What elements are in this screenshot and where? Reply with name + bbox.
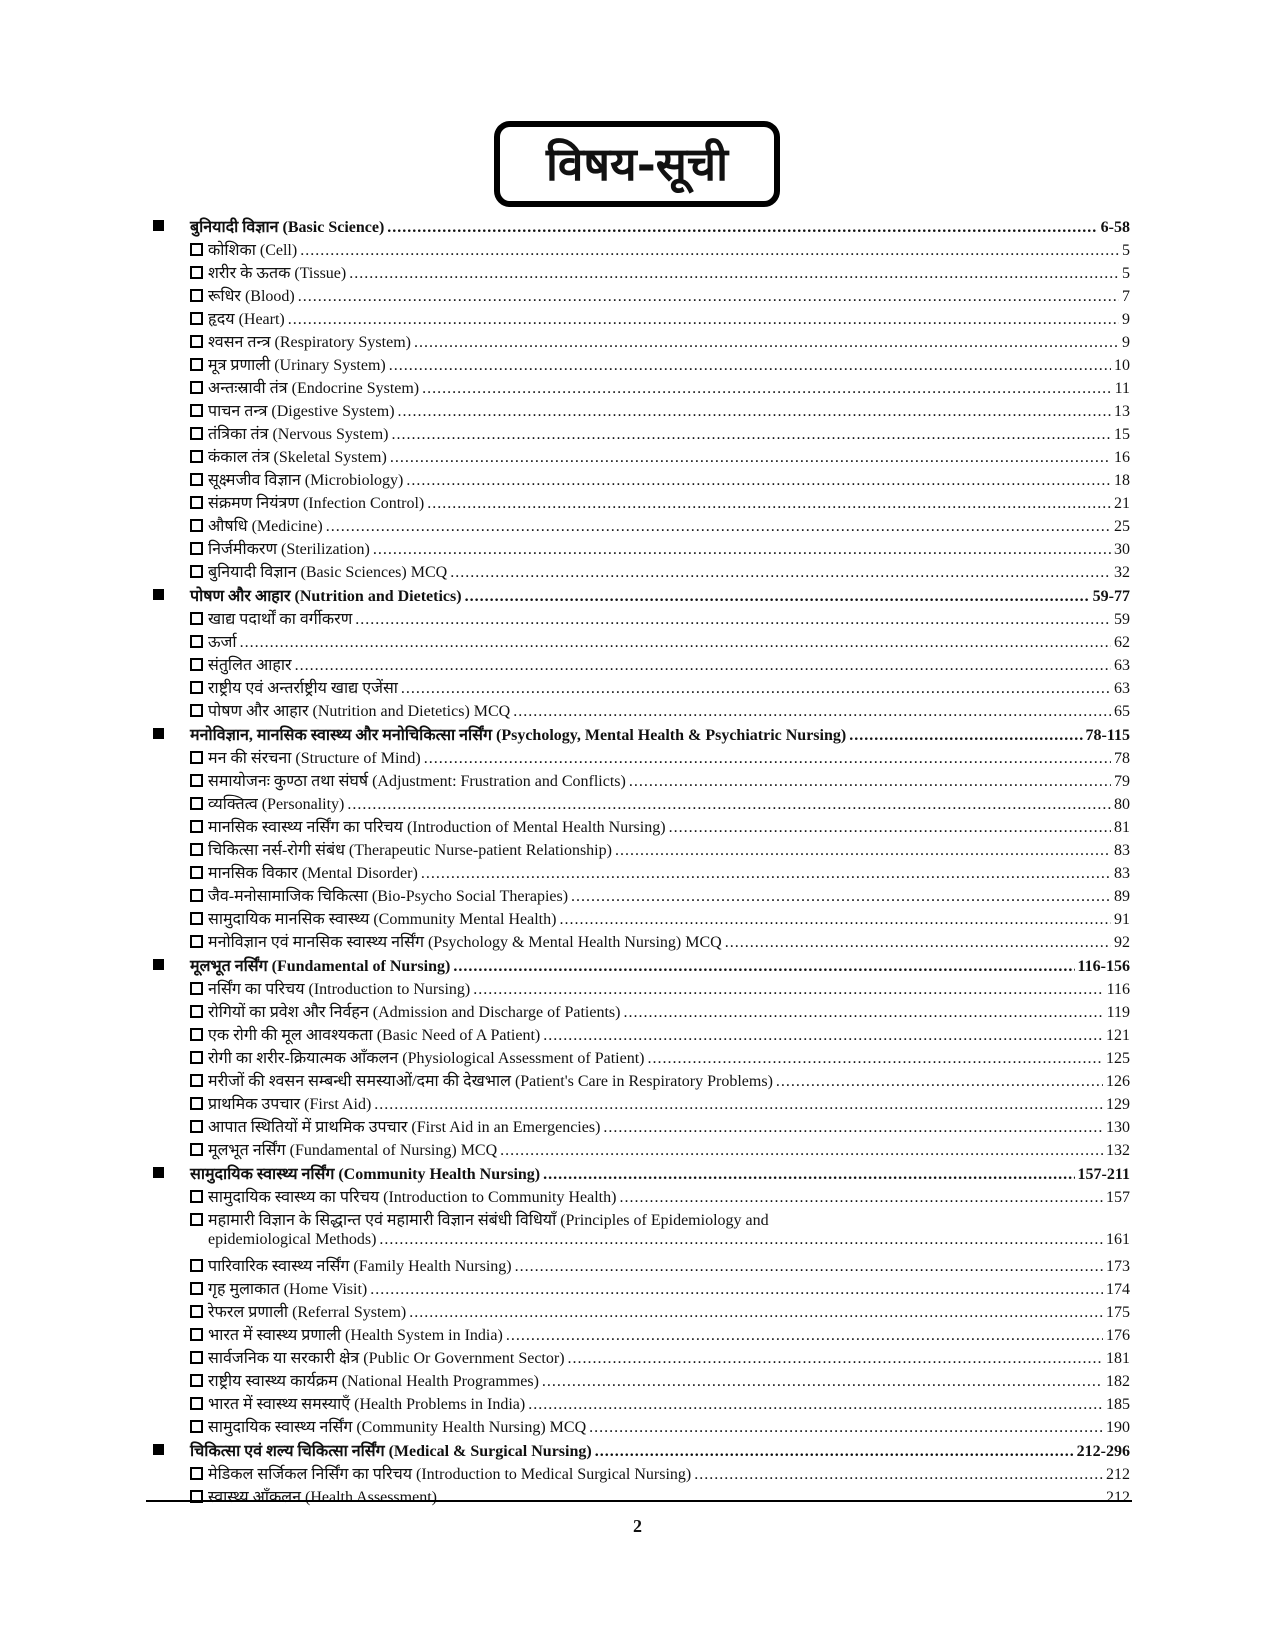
toc-item-row[interactable] (150, 907, 1130, 930)
item-title: सामुदायिक स्वास्थ्य नर्सिंग (Community Health Nursing) MCQ (208, 1419, 587, 1436)
toc-item-row[interactable] (150, 261, 1130, 284)
toc-section-row[interactable] (150, 954, 1130, 977)
dot-leader (349, 265, 1119, 283)
dot-leader (615, 842, 1111, 860)
dot-leader (589, 1419, 1103, 1437)
toc-item-continuation[interactable] (150, 1231, 1130, 1254)
toc-item-row[interactable] (150, 330, 1130, 353)
dot-leader (513, 703, 1111, 721)
item-page: 212 (1106, 1466, 1130, 1483)
item-title: सार्वजनिक या सरकारी क्षेत्र (Public Or Government Sector) (208, 1350, 565, 1367)
item-page: 9 (1122, 311, 1130, 328)
toc-item-row[interactable] (150, 1254, 1130, 1277)
toc-item-row[interactable] (150, 1000, 1130, 1023)
toc-item-row[interactable] (150, 399, 1130, 422)
item-page: 15 (1114, 426, 1130, 443)
toc-item-row[interactable] (150, 1277, 1130, 1300)
toc-section-row[interactable] (150, 1162, 1130, 1185)
section-page-range: 212-296 (1076, 1443, 1130, 1460)
item-title: औषधि (Medicine) (208, 518, 323, 535)
dot-leader (543, 1027, 1103, 1045)
item-title: संक्रमण नियंत्रण (Infection Control) (208, 495, 425, 512)
toc-item-row[interactable] (150, 884, 1130, 907)
toc-item-row[interactable] (150, 861, 1130, 884)
item-page: 5 (1122, 265, 1130, 282)
item-page: 129 (1106, 1096, 1130, 1113)
item-page: 59 (1114, 611, 1130, 628)
item-title-continued: epidemiological Methods) (208, 1231, 377, 1248)
item-title: रोगी का शरीर-क्रियात्मक आँकलन (Physiological Assessment of Patient) (208, 1050, 645, 1067)
dot-leader (571, 888, 1111, 906)
toc-item-row[interactable] (150, 1462, 1130, 1485)
item-page: 161 (1106, 1231, 1130, 1248)
item-page: 21 (1114, 495, 1130, 512)
item-page: 30 (1114, 541, 1130, 558)
dot-leader (347, 796, 1111, 814)
section-title: मनोविज्ञान, मानसिक स्वास्थ्य और मनोचिकित्सा नर्सिंग (Psychology, Mental Health & Psychiatric Nursing) (190, 727, 847, 744)
dot-leader (648, 1050, 1104, 1068)
item-page: 5 (1122, 242, 1130, 259)
item-page: 212 (1106, 1489, 1130, 1506)
toc-item-row[interactable] (150, 1138, 1130, 1161)
dot-leader (440, 1489, 1103, 1507)
table-of-contents (150, 214, 1130, 1508)
dot-leader (326, 518, 1111, 536)
item-title: रोगियों का प्रवेश और निर्वहन (Admission and Discharge of Patients) (208, 1004, 621, 1021)
item-page: 18 (1114, 472, 1130, 489)
dot-leader (389, 357, 1111, 375)
section-page-range: 157-211 (1077, 1166, 1130, 1183)
toc-item-row[interactable] (150, 1115, 1130, 1138)
toc-item-row[interactable] (150, 1046, 1130, 1069)
toc-item-row[interactable] (150, 699, 1130, 722)
item-page: 11 (1114, 380, 1130, 397)
item-page: 63 (1114, 657, 1130, 674)
item-page: 181 (1106, 1350, 1130, 1367)
item-title: भारत में स्वास्थ्य समस्याएँ (Health Problems in India) (208, 1396, 526, 1413)
toc-item-row[interactable] (150, 1392, 1130, 1415)
item-page: 16 (1114, 449, 1130, 466)
toc-section-row[interactable] (150, 215, 1130, 238)
item-title: मानसिक विकार (Mental Disorder) (208, 865, 418, 882)
toc-item-row[interactable] (150, 445, 1130, 468)
item-page: 185 (1106, 1396, 1130, 1413)
item-page: 89 (1114, 888, 1130, 905)
item-page: 175 (1106, 1304, 1130, 1321)
toc-section-row[interactable] (150, 1439, 1130, 1462)
toc-title: विषय-सूची (545, 137, 729, 191)
dot-leader (409, 1304, 1103, 1322)
toc-item-row[interactable] (150, 630, 1130, 653)
dot-leader (373, 541, 1111, 559)
item-page: 132 (1106, 1142, 1130, 1159)
item-title: गृह मुलाकात (Home Visit) (208, 1281, 368, 1298)
toc-item-row[interactable] (150, 1185, 1130, 1208)
section-page-range: 116-156 (1077, 958, 1130, 975)
dot-leader (298, 288, 1119, 306)
item-title: स्वास्थ्य आँकलन (Health Assessment) (208, 1489, 437, 1506)
item-page: 78 (1114, 750, 1130, 767)
item-title: अन्तःस्रावी तंत्र (Endocrine System) (208, 380, 420, 397)
dot-leader (595, 1443, 1074, 1461)
item-title: पोषण और आहार (Nutrition and Dietetics) MCQ (208, 703, 511, 720)
toc-item-row[interactable] (150, 537, 1130, 560)
item-title: कंकाल तंत्र (Skeletal System) (208, 449, 387, 466)
item-page: 81 (1114, 819, 1130, 836)
dot-leader (450, 564, 1111, 582)
item-title: शरीर के ऊतक (Tissue) (208, 265, 347, 282)
dot-leader (619, 1189, 1103, 1207)
dot-leader (776, 1073, 1103, 1091)
dot-leader (374, 1096, 1103, 1114)
item-title: निर्जमीकरण (Sterilization) (208, 541, 370, 558)
section-page-range: 59-77 (1092, 588, 1130, 605)
dot-leader (370, 1281, 1103, 1299)
footer-rule (146, 1500, 1132, 1502)
toc-item-row[interactable] (150, 1323, 1130, 1346)
toc-item-row[interactable] (150, 746, 1130, 769)
item-page: 7 (1122, 288, 1130, 305)
dot-leader (629, 773, 1111, 791)
dot-leader (379, 1231, 1103, 1249)
item-title: सूक्ष्मजीव विज्ञान (Microbiology) (208, 472, 404, 489)
item-page: 173 (1106, 1258, 1130, 1275)
dot-leader (465, 588, 1090, 606)
item-title: पारिवारिक स्वास्थ्य नर्सिंग (Family Health Nursing) (208, 1258, 512, 1275)
dot-leader (849, 727, 1082, 745)
toc-item-row[interactable] (150, 238, 1130, 261)
dot-leader (453, 958, 1074, 976)
dot-leader (623, 1004, 1103, 1022)
toc-item-row[interactable] (150, 376, 1130, 399)
dot-leader (603, 1119, 1103, 1137)
item-page: 25 (1114, 518, 1130, 535)
dot-leader (240, 634, 1111, 652)
item-title: मनोविज्ञान एवं मानसिक स्वास्थ्य नर्सिंग (Psychology & Mental Health Nursing) MCQ (208, 934, 722, 951)
section-page-range: 78-115 (1085, 727, 1130, 744)
item-title: नर्सिंग का परिचय (Introduction to Nursing) (208, 981, 471, 998)
section-title: पोषण और आहार (Nutrition and Dietetics) (190, 588, 462, 605)
item-title: व्यक्तित्व (Personality) (208, 796, 345, 813)
item-title: मूलभूत नर्सिंग (Fundamental of Nursing) MCQ (208, 1142, 498, 1159)
item-page: 125 (1106, 1050, 1130, 1067)
item-page: 176 (1106, 1327, 1130, 1344)
item-page: 79 (1114, 773, 1130, 790)
toc-item-row[interactable] (150, 769, 1130, 792)
page-number: 2 (633, 1516, 642, 1536)
item-title: पाचन तन्त्र (Digestive System) (208, 403, 395, 420)
item-title: एक रोगी की मूल आवश्यकता (Basic Need of A Patient) (208, 1027, 541, 1044)
toc-item-row[interactable] (150, 514, 1130, 537)
item-page: 65 (1114, 703, 1130, 720)
dot-leader (300, 242, 1119, 260)
item-title: रेफरल प्रणाली (Referral System) (208, 1304, 407, 1321)
toc-item-row[interactable] (150, 422, 1130, 445)
item-page: 83 (1114, 842, 1130, 859)
dot-leader (288, 311, 1119, 329)
section-title: चिकित्सा एवं शल्य चिकित्सा नर्सिंग (Medical & Surgical Nursing) (190, 1443, 592, 1460)
toc-item-row[interactable] (150, 1092, 1130, 1115)
toc-item-row[interactable] (150, 607, 1130, 630)
dot-leader (543, 1166, 1074, 1184)
item-title: खाद्य पदार्थों का वर्गीकरण (208, 611, 353, 628)
dot-leader (390, 449, 1111, 467)
item-title: मन की संरचना (Structure of Mind) (208, 750, 421, 767)
dot-leader (401, 680, 1111, 698)
item-title: कोशिका (Cell) (208, 242, 298, 259)
item-page: 116 (1106, 981, 1130, 998)
item-title: राष्ट्रीय एवं अन्तर्राष्ट्रीय खाद्य एजेंसा (208, 680, 398, 697)
item-page: 157 (1106, 1189, 1130, 1206)
item-page: 10 (1114, 357, 1130, 374)
item-page: 62 (1114, 634, 1130, 651)
dot-leader (669, 819, 1111, 837)
item-title: चिकित्सा नर्स-रोगी संबंध (Therapeutic Nurse-patient Relationship) (208, 842, 612, 859)
item-page: 13 (1114, 403, 1130, 420)
item-title: महामारी विज्ञान के सिद्धान्त एवं महामारी विज्ञान संबंधी विधियाँ (Principles of Epidemiology and (208, 1212, 769, 1229)
section-title: बुनियादी विज्ञान (Basic Science) (190, 219, 385, 236)
item-title: जैव-मनोसामाजिक चिकित्सा (Bio-Psycho Social Therapies) (208, 888, 569, 905)
item-page: 63 (1114, 680, 1130, 697)
dot-leader (414, 334, 1119, 352)
item-page: 126 (1106, 1073, 1130, 1090)
item-title: समायोजनः कुण्ठा तथा संघर्ष (Adjustment: Frustration and Conflicts) (208, 773, 626, 790)
item-page: 130 (1106, 1119, 1130, 1136)
dot-leader (542, 1373, 1103, 1391)
toc-item-row[interactable] (150, 838, 1130, 861)
toc-item-row[interactable] (150, 284, 1130, 307)
item-page: 9 (1122, 334, 1130, 351)
item-title: आपात स्थितियों में प्राथमिक उपचार (First Aid in an Emergencies) (208, 1119, 601, 1136)
item-page: 121 (1106, 1027, 1130, 1044)
toc-section-row[interactable] (150, 723, 1130, 746)
toc-item-row[interactable] (150, 815, 1130, 838)
dot-leader (568, 1350, 1103, 1368)
item-title: हृदय (Heart) (208, 311, 285, 328)
item-page: 80 (1114, 796, 1130, 813)
item-page: 92 (1114, 934, 1130, 951)
toc-title-box (494, 121, 780, 207)
dot-leader (387, 219, 1097, 237)
item-title: तंत्रिका तंत्र (Nervous System) (208, 426, 389, 443)
toc-item-row[interactable] (150, 930, 1130, 953)
dot-leader (506, 1327, 1103, 1345)
item-title: प्राथमिक उपचार (First Aid) (208, 1096, 372, 1113)
toc-item-row[interactable] (150, 560, 1130, 583)
toc-item-row[interactable] (150, 1415, 1130, 1438)
item-title: सामुदायिक मानसिक स्वास्थ्य (Community Mental Health) (208, 911, 557, 928)
toc-item-row[interactable] (150, 792, 1130, 815)
dot-leader (473, 981, 1103, 999)
dot-leader (528, 1396, 1103, 1414)
toc-item-row[interactable] (150, 1069, 1130, 1092)
dot-leader (421, 865, 1111, 883)
item-page: 83 (1114, 865, 1130, 882)
toc-item-row[interactable] (150, 1369, 1130, 1392)
toc-item-row[interactable] (150, 676, 1130, 699)
item-title: मरीजों की श्वसन सम्बन्धी समस्याओं/दमा की देखभाल (Patient's Care in Respiratory Problems) (208, 1073, 773, 1090)
section-title: सामुदायिक स्वास्थ्य नर्सिंग (Community Health Nursing) (190, 1166, 541, 1183)
item-title: रूधिर (Blood) (208, 288, 295, 305)
dot-leader (424, 750, 1111, 768)
item-page: 174 (1106, 1281, 1130, 1298)
dot-leader (406, 472, 1111, 490)
toc-item-row[interactable] (150, 491, 1130, 514)
item-title: बुनियादी विज्ञान (Basic Sciences) MCQ (208, 564, 448, 581)
item-title: मानसिक स्वास्थ्य नर्सिंग का परिचय (Introduction of Mental Health Nursing) (208, 819, 666, 836)
item-title: श्वसन तन्त्र (Respiratory System) (208, 334, 411, 351)
toc-section-row[interactable] (150, 584, 1130, 607)
toc-item-row[interactable] (150, 1208, 1130, 1231)
dot-leader (427, 495, 1111, 513)
dot-leader (422, 380, 1111, 398)
item-title: मूत्र प्रणाली (Urinary System) (208, 357, 386, 374)
dot-leader (559, 911, 1111, 929)
section-title: मूलभूत नर्सिंग (Fundamental of Nursing) (190, 958, 451, 975)
dot-leader (295, 657, 1111, 675)
item-page: 182 (1106, 1373, 1130, 1390)
item-title: भारत में स्वास्थ्य प्रणाली (Health System in India) (208, 1327, 503, 1344)
toc-item-row[interactable] (150, 1300, 1130, 1323)
item-title: संतुलित आहार (208, 657, 292, 674)
toc-item-row[interactable] (150, 1346, 1130, 1369)
toc-item-row[interactable] (150, 1023, 1130, 1046)
dot-leader (355, 611, 1111, 629)
toc-item-row[interactable] (150, 468, 1130, 491)
item-title: ऊर्जा (208, 634, 237, 651)
toc-item-row[interactable] (150, 307, 1130, 330)
toc-item-row[interactable] (150, 653, 1130, 676)
toc-item-row[interactable] (150, 977, 1130, 1000)
section-page-range: 6-58 (1100, 219, 1130, 236)
dot-leader (515, 1258, 1103, 1276)
dot-leader (398, 403, 1111, 421)
toc-item-row[interactable] (150, 1485, 1130, 1508)
item-page: 119 (1106, 1004, 1130, 1021)
item-page: 190 (1106, 1419, 1130, 1436)
toc-item-row[interactable] (150, 353, 1130, 376)
item-title: सामुदायिक स्वास्थ्य का परिचय (Introduction to Community Health) (208, 1189, 617, 1206)
item-title: राष्ट्रीय स्वास्थ्य कार्यक्रम (National Health Programmes) (208, 1373, 539, 1390)
dot-leader (725, 934, 1111, 952)
dot-leader (391, 426, 1111, 444)
item-page: 32 (1114, 564, 1130, 581)
dot-leader (694, 1466, 1103, 1484)
item-page: 91 (1114, 911, 1130, 928)
dot-leader (500, 1142, 1103, 1160)
item-title: मेडिकल सर्जिकल निर्सिंग का परिचय (Introduction to Medical Surgical Nursing) (208, 1466, 692, 1483)
